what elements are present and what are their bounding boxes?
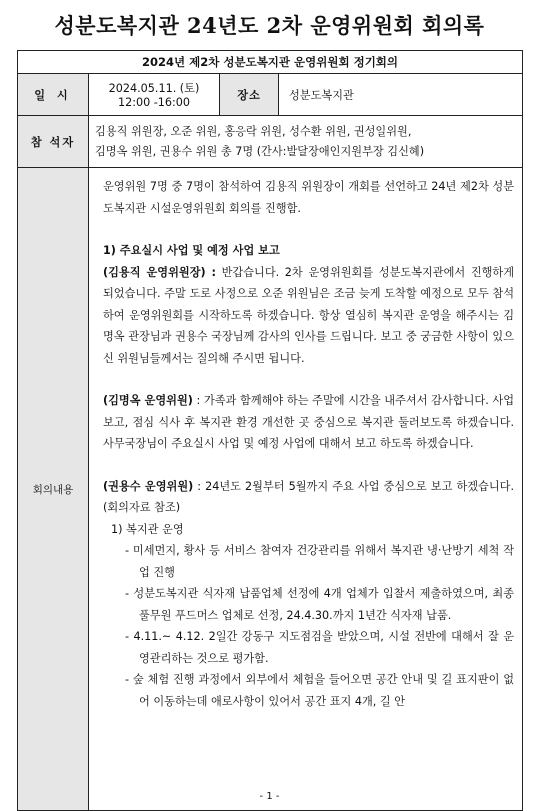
speech-text: 반갑습니다. 2차 운영위원회를 성분도복지관에서 진행하게 되었습니다. 주말 도로 사정으로 오준 위원님은 조금 늦게 도착할 예정으로 모두 참석하여 운영위원회를 시작하도록 하겠습니다. 항상 열심히 복지관 운영을 해주시는 김명옥 관장님과 권용수 국장님께 감사의 인사를 드립니다. 보고 중 궁금한 사항이 있으신 위원님들께서는 질의해 주시면 됩니다. (103, 265, 515, 365)
place-label: 장소 (220, 74, 279, 116)
date-time: 12:00 -16:00 (117, 96, 191, 109)
bullet-item: - 미세먼지, 황사 등 서비스 참여자 건강관리를 위해서 복지관 냉·난방기 세척 작업 진행 (125, 544, 515, 579)
meeting-name: 2024년 제2차 성분도복지관 운영위원회 정기회의 (18, 51, 523, 74)
bullet-item: - 숲 체험 진행 과정에서 외부에서 체험을 들어오면 공간 안내 및 길 표지판이 없어 이동하는데 애로사항이 있어서 공간 표지 4개, 길 안 (125, 673, 515, 708)
page-number: - 1 - (259, 791, 280, 802)
attendees-label: 참 석자 (18, 116, 89, 168)
speaker-name: (김용직 운영위원장) : (103, 265, 217, 279)
speech-text: : 24년도 2월부터 5월까지 주요 사업 중심으로 보고 하겠습니다. (회의자료 참조) (103, 479, 515, 514)
attendees-value (89, 116, 523, 168)
date-value (89, 74, 220, 116)
speech-paragraph (103, 476, 514, 519)
bullet-item: - 4.11.~ 4.12. 2일간 강동구 지도점검을 받았으며, 시설 전반에 대해서 잘 운영관리하는 것으로 평가함. (125, 630, 515, 665)
document-title: 성분도복지관 24년도 2차 운영위원회 회의록 (54, 13, 485, 38)
minutes-table (17, 50, 523, 811)
speech-paragraph (103, 262, 514, 370)
attendees-line: 김명옥 위원, 권용수 위원 총 7명 (간사:발달장애인지원부장 김신혜) (95, 144, 425, 158)
place-value: 성분도복지관 (279, 74, 523, 116)
speaker-name: (권용수 운영위원) (103, 479, 194, 493)
bullet-item: - 성분도복지관 식자재 납품업체 선정에 4개 업체가 입찰서 제출하였으며, 최종 풀무원 푸드머스 업체로 선정, 24.4.30.까지 1년간 식자재 납품. (125, 587, 515, 622)
meeting-content (89, 168, 523, 811)
attendees-line: 김용직 위원장, 오준 위원, 홍응락 위원, 성수환 위원, 권성일위원, (95, 124, 412, 138)
content-label: 회의내용 (18, 168, 89, 811)
section-heading: 1) 주요실시 사업 및 예정 사업 보고 (103, 244, 280, 257)
date-label: 일 시 (18, 74, 89, 116)
speaker-name: (김명옥 운영위원) (103, 394, 193, 407)
intro-paragraph: 운영위원 7명 중 7명이 참석하여 김용직 위원장이 개회를 선언하고 24년 제2차 성분도복지관 시설운영위원회 회의를 진행함. (103, 180, 515, 215)
speech-text: : 가족과 함께해야 하는 주말에 시간을 내주셔서 감사합니다. 사업 보고, 점심 식사 후 복지관 환경 개선한 곳 중심으로 복지관 둘러보도록 하겠습니다. 사무국장님이 주요실시 사업 및 예정 사업에 대해서 보고 하도록 하겠습니다. (103, 394, 515, 450)
speech-paragraph (103, 390, 514, 455)
subsection-heading: 1) 복지관 운영 (111, 522, 184, 536)
date-day: 2024.05.11. (토) (108, 82, 200, 95)
